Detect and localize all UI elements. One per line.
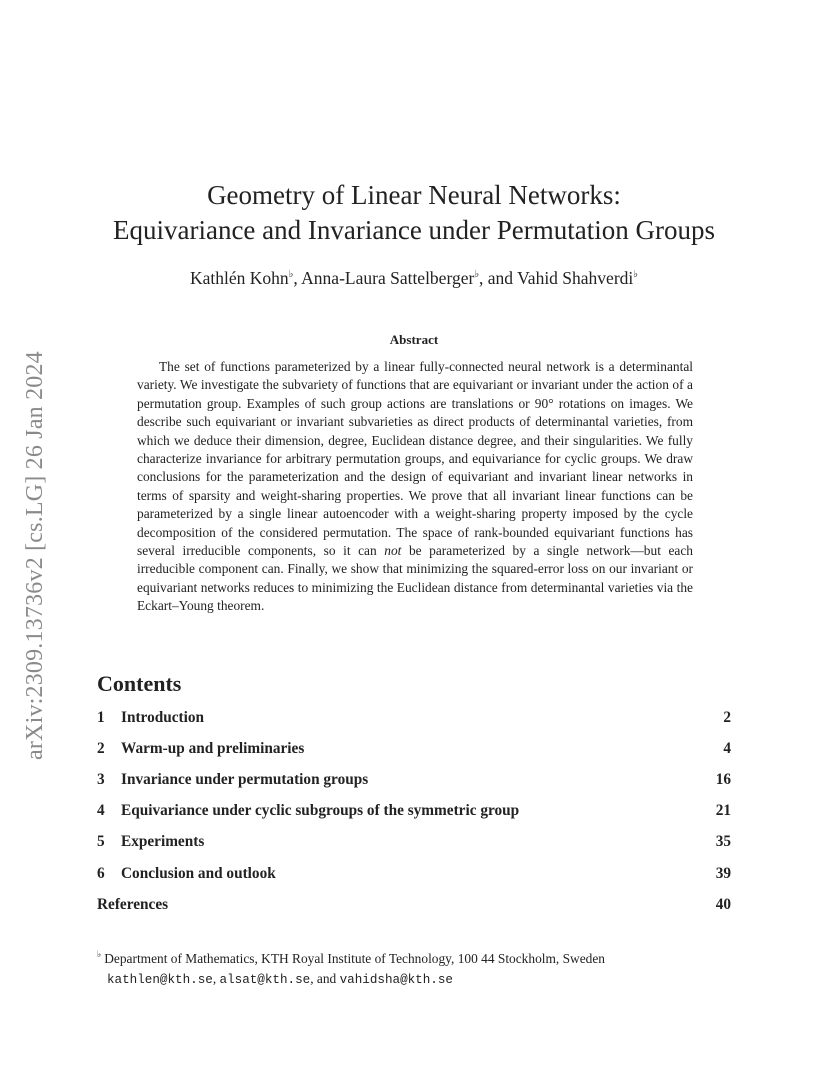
table-of-contents <box>97 702 731 920</box>
footnote-affiliation: Department of Mathematics, KTH Royal Institute of Technology, 100 44 Stockholm, Sweden <box>104 951 605 966</box>
toc-entry-introduction[interactable] <box>97 702 731 733</box>
affiliation-mark: ♭ <box>633 269 638 280</box>
paper-title <box>60 178 768 248</box>
footnote-affiliation-line <box>97 944 737 969</box>
toc-page-number: 40 <box>715 895 731 913</box>
email-link[interactable]: kathlen@kth.se <box>107 973 213 987</box>
toc-page-number: 4 <box>723 739 731 757</box>
toc-title: Warm-up and preliminaries <box>121 739 305 757</box>
toc-entry-equivariance[interactable] <box>97 796 731 827</box>
abstract-heading: Abstract <box>389 332 439 347</box>
footnote-emails <box>97 969 737 990</box>
author-name: Anna-Laura Sattelberger <box>301 268 475 288</box>
abstract-text: The set of functions parameterized by a linear fully-connected neural network is a determinantal variety. We investigate the subvariety of functions that are equivariant or invariant under the action of a permutation group. Examples of such group actions are translations or 90° rotations on images. We describe such equivariant or invariant subvarieties as direct products of determinantal varieties, from which we deduce their dimension, degree, Euclidean distance degree, and their singularities. We fully characterize invariance for arbitrary permutation groups, and equivariance for cyclic groups. We draw conclusions for the parameterization and the design of equivariant and invariant linear networks in terms of sparsity and weight-sharing properties. We prove that all invariant linear functions can be parameterized by a single linear autoencoder with a weight-sharing property imposed by the cycle decomposition of the considered permutation. The space of rank-bounded equivariant functions has several irreducible components, so it can <box>137 359 693 559</box>
footnote-mark: ♭ <box>97 949 102 959</box>
toc-number: 6 <box>97 864 105 882</box>
arxiv-identifier: arXiv:2309.13736v2 [cs.LG] 26 Jan 2024 <box>22 351 48 760</box>
affiliation-mark: ♭ <box>288 269 294 280</box>
author-name: Kathlén Kohn <box>189 268 289 288</box>
toc-entry-invariance[interactable] <box>97 764 731 795</box>
toc-page-number: 2 <box>723 708 731 726</box>
toc-entry-warm-up[interactable] <box>97 733 731 764</box>
author-list <box>60 268 768 289</box>
arxiv-side-stamp <box>22 290 52 760</box>
toc-page-number: 35 <box>715 833 731 851</box>
affiliation-mark: ♭ <box>474 269 480 280</box>
toc-number: 4 <box>97 802 105 820</box>
toc-title: References <box>97 895 169 913</box>
author-separator: , and <box>479 268 518 288</box>
toc-title: Conclusion and outlook <box>121 864 276 882</box>
email-separator: , and <box>310 971 340 986</box>
toc-entry-references[interactable] <box>97 889 731 920</box>
toc-page-number: 21 <box>715 802 731 820</box>
toc-page-number: 16 <box>715 770 731 788</box>
abstract-emphasis: not <box>384 543 402 559</box>
toc-number: 2 <box>97 739 105 757</box>
email-link[interactable]: vahidsha@kth.se <box>339 973 453 987</box>
toc-title: Experiments <box>121 833 205 851</box>
abstract-body <box>137 358 693 616</box>
title-line-2: Equivariance and Invariance under Permutation Groups <box>112 215 716 245</box>
toc-entry-experiments[interactable] <box>97 827 731 858</box>
toc-page-number: 39 <box>715 864 731 882</box>
email-link[interactable]: alsat@kth.se <box>219 973 311 987</box>
abstract-text: be parameterized by a single network—but each irreducible component can. Finally, we show that minimizing the squared-error loss on our invariant or equivariant networks reduces to minimizing the Euclidean distance from determinantal varieties via the Eckart–Young theorem. <box>137 543 693 614</box>
toc-title: Equivariance under cyclic subgroups of the symmetric group <box>121 802 520 820</box>
toc-number: 5 <box>97 833 105 851</box>
toc-entry-conclusion[interactable] <box>97 858 731 889</box>
email-separator: , <box>212 971 220 986</box>
title-line-1: Geometry of Linear Neural Networks: <box>207 180 621 210</box>
author-name: Vahid Shahverdi <box>517 268 634 288</box>
author-separator: , <box>293 268 302 288</box>
affiliation-footnote <box>97 944 737 990</box>
toc-title: Invariance under permutation groups <box>121 770 369 788</box>
toc-title: Introduction <box>121 708 205 726</box>
toc-number: 3 <box>97 770 105 788</box>
contents-heading: Contents <box>97 671 182 696</box>
toc-number: 1 <box>97 708 105 726</box>
